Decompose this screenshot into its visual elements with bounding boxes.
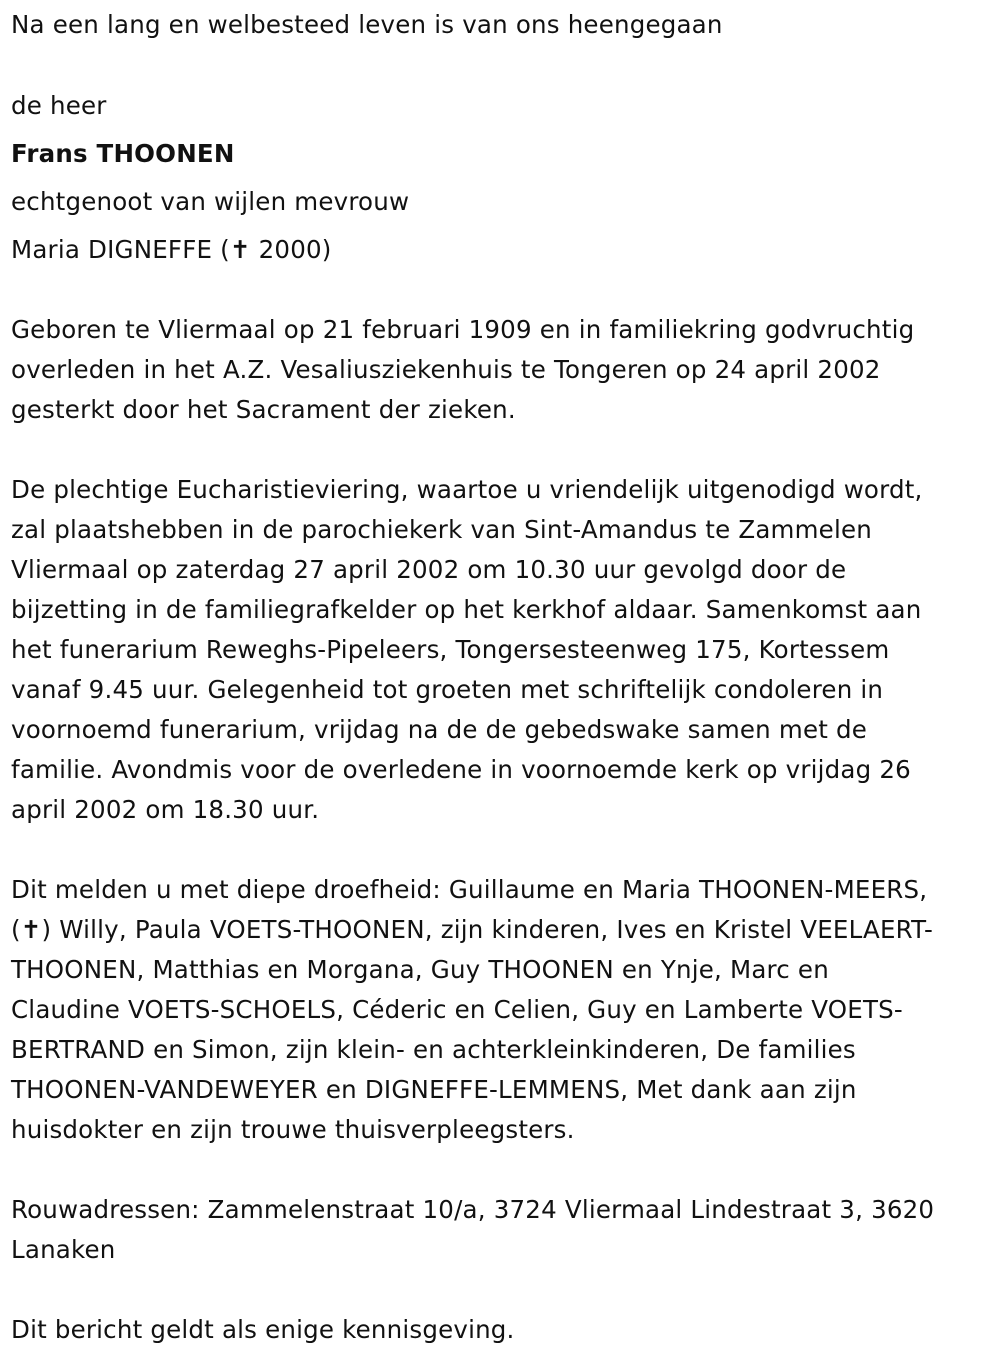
addresses-paragraph: Rouwadressen: Zammelenstraat 10/a, 3724 Vliermaal Lindestraat 3, 3620 Lanaken — [11, 1195, 935, 1264]
closing-text: Dit bericht geldt als enige kennisgeving. — [11, 1315, 515, 1344]
spouse-text: Maria DIGNEFFE (✝ 2000) — [11, 235, 332, 264]
ceremony-paragraph: De plechtige Eucharistieviering, waartoe u vriendelijk uitgenodigd wordt, zal plaatshebben in de parochiekerk van Sint-Amandus te Zammelen Vliermaal op zaterdag 27 april 2002 om 10.30 uur gevolgd door de bijzetting in de familiegrafkelder op het kerkhof aldaar. Samenkomst aan het funerarium Reweghs-Pipeleers, Tongersesteenweg 175, Kortessem vanaf 9.45 uur. Gelegenheid tot groeten met schriftelijk condoleren in voornoemd funerarium, vrijdag na de de gebedswake samen met de familie. Avondmis voor de overledene in voornoemde kerk op vrijdag 26 april 2002 om 18.30 uur. — [11, 475, 923, 824]
title-text: de heer — [11, 91, 107, 120]
family-paragraph: Dit melden u met diepe droefheid: Guillaume en Maria THOONEN-MEERS, (✝) Willy, Paula VOETS-THOONEN, zijn kinderen, Ives en Kristel VEELAERT- THOONEN, Matthias en Morgana, Guy THOONEN en Ynje, Marc en Claudine VOETS-SCHOELS, Céderic en Celien, Guy en Lamberte VOETS- BERTRAND en Simon, zijn klein- en achterkleinkinderen, De families THOONEN-VANDEWEYER en DIGNEFFE-LEMMENS, Met dank aan zijn huisdokter en zijn trouwe thuisverpleegsters. — [11, 875, 934, 1144]
birth-death-paragraph: Geboren te Vliermaal op 21 februari 1909 en in familiekring godvruchtig overleden in het A.Z. Vesaliusziekenhuis te Tongeren op 24 april 2002 gesterkt door het Sacrament der zieken. — [11, 315, 915, 424]
intro-text: Na een lang en welbesteed leven is van ons heengegaan — [11, 10, 723, 39]
deceased-name: Frans THOONEN — [11, 139, 235, 168]
relation-text: echtgenoot van wijlen mevrouw — [11, 187, 410, 216]
